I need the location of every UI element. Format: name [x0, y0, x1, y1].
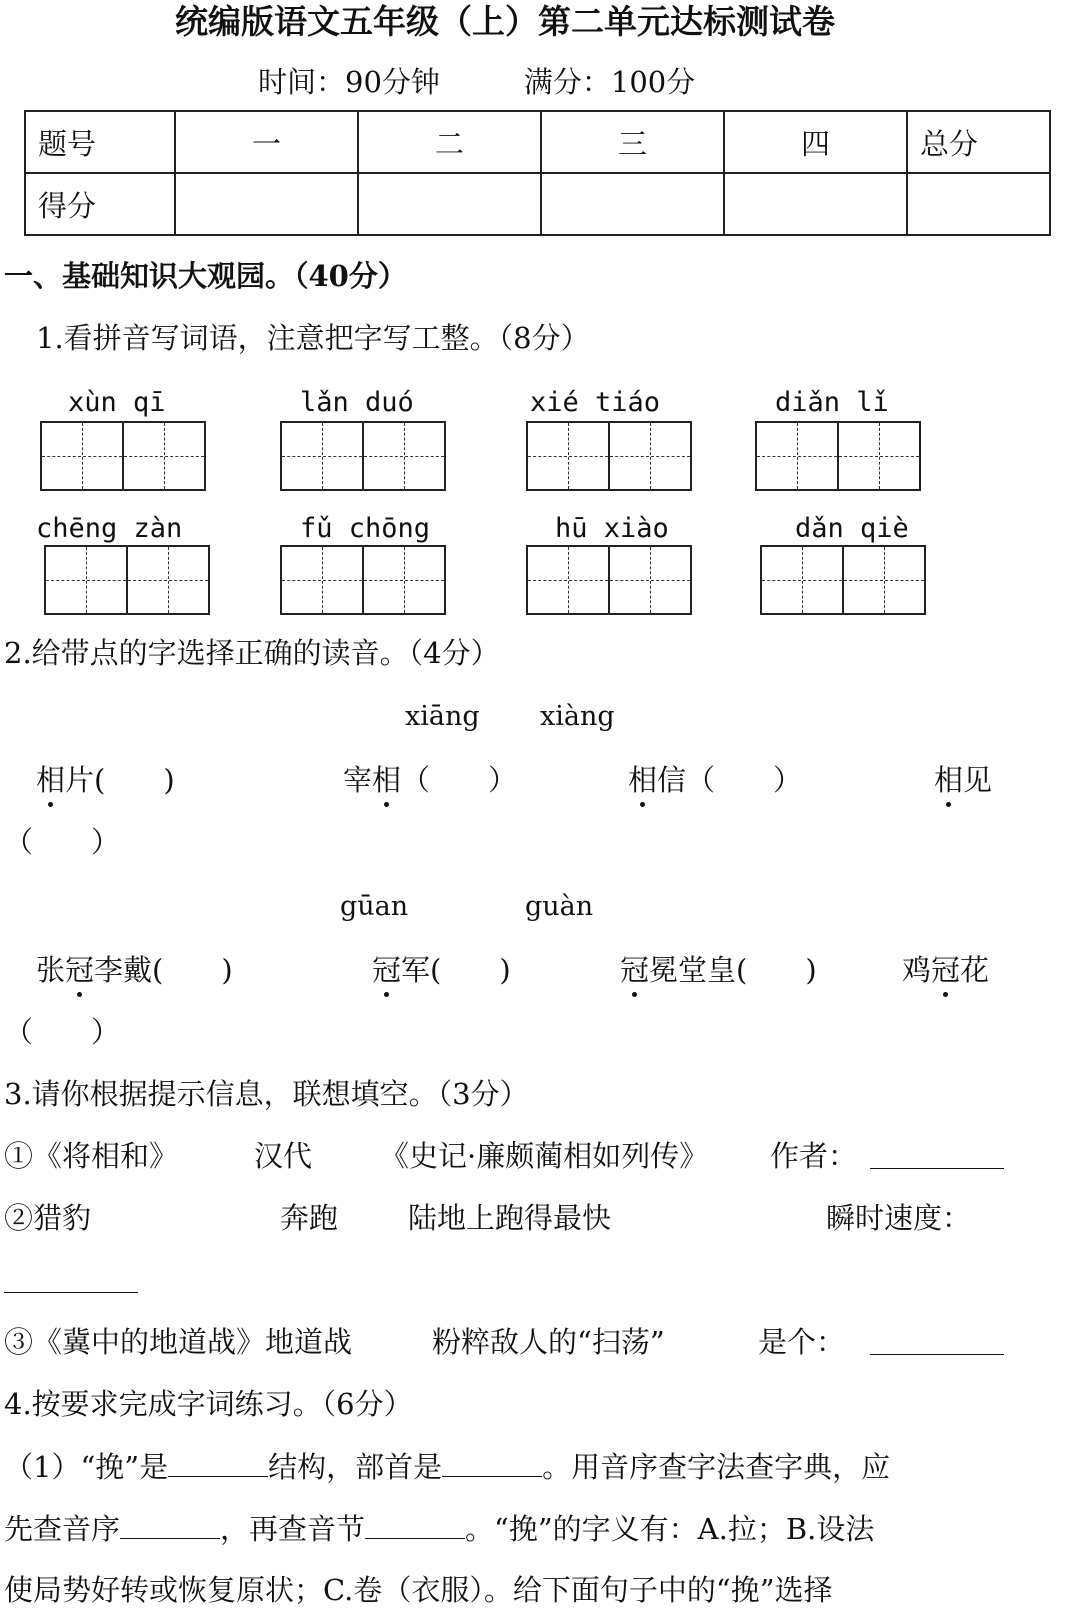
q2-answer-blank[interactable]: 李戴( )	[94, 953, 233, 987]
q2-item-1	[36, 760, 175, 800]
q3-answer-blank-2[interactable]	[4, 1262, 138, 1293]
q2-answer-blank[interactable]: 军( )	[401, 953, 511, 987]
q2-pinyin-option-4: guàn	[525, 891, 594, 922]
q2-pinyin-option-3: gūan	[340, 891, 409, 922]
q3-answer-blank-1[interactable]	[870, 1138, 1004, 1169]
dotted-char: 相	[372, 760, 401, 800]
q2-item-6	[372, 950, 511, 990]
score-input-1[interactable]	[175, 173, 358, 235]
writing-cell[interactable]	[362, 421, 446, 491]
q4-line-1	[4, 1446, 890, 1487]
q2-item-2	[343, 760, 517, 800]
score-input-total[interactable]	[907, 173, 1050, 235]
q1-writing-grid-3	[526, 421, 692, 491]
writing-cell[interactable]	[755, 421, 839, 491]
q1-pinyin-8: dǎn qiè	[795, 513, 909, 544]
writing-cell[interactable]	[126, 545, 210, 615]
score-cell-total: 总分	[907, 111, 1050, 173]
writing-cell[interactable]	[760, 545, 844, 615]
q3-hint-1b: 汉代	[254, 1139, 313, 1173]
q3-prompt: 3.请你根据提示信息，联想填空。（3分）	[4, 1077, 529, 1111]
q1-pinyin-3: xié tiáo	[530, 387, 661, 418]
q2-answer-blank[interactable]: （ ）	[4, 825, 121, 859]
dotted-char: 冠	[372, 950, 401, 990]
q2-pinyin-option-1: xiāng	[405, 701, 480, 732]
q1-writing-grid-1	[40, 421, 206, 491]
q3-hint-2c: 陆地上跑得最快	[408, 1201, 612, 1235]
q4-prompt: 4.按要求完成字词练习。（6分）	[4, 1387, 413, 1421]
q2-item-5	[36, 950, 233, 990]
q2-item-text: 见	[963, 763, 993, 797]
writing-cell[interactable]	[280, 545, 364, 615]
writing-cell[interactable]	[280, 421, 364, 491]
score-input-2[interactable]	[358, 173, 541, 235]
q3-hint-2b: 奔跑	[280, 1201, 339, 1235]
q1-pinyin-7: hū xiào	[555, 513, 669, 544]
q2-item-7	[620, 950, 817, 990]
q3-hint-2a: ②猎豹	[4, 1201, 92, 1235]
dotted-char: 相	[934, 760, 963, 800]
writing-cell[interactable]	[608, 545, 692, 615]
writing-cell[interactable]	[608, 421, 692, 491]
q3-hint-1a: ①《将相和》	[4, 1139, 179, 1173]
q4-radical-blank[interactable]	[442, 1446, 542, 1477]
page-title: 统编版语文五年级（上）第二单元达标测试卷	[175, 2, 835, 41]
q4-text: 。“挽”的字义有：A.拉；B.设法	[465, 1512, 875, 1546]
dotted-char: 冠	[65, 950, 94, 990]
score-cell-1: 一	[175, 111, 358, 173]
q4-text: 结构，部首是	[268, 1450, 443, 1484]
q3-hint-3a: ③《冀中的地道战》地道战	[4, 1325, 353, 1359]
q2-answer-blank[interactable]: （ ）	[401, 763, 518, 797]
q1-pinyin-2: lǎn duó	[300, 387, 414, 418]
writing-cell[interactable]	[526, 545, 610, 615]
writing-cell[interactable]	[842, 545, 926, 615]
q4-line-3: 使局势好转或恢复原状；C.卷（衣服）。给下面句子中的“挽”选择	[4, 1573, 833, 1607]
dotted-char: 冠	[931, 950, 960, 990]
q1-writing-grid-7	[526, 545, 692, 615]
q3-hint-3c: 是个：	[758, 1325, 846, 1359]
q1-pinyin-1: xùn qī	[68, 387, 166, 418]
q4-text: （1）“挽”是	[4, 1450, 169, 1484]
q3-hint-1d: 作者：	[770, 1139, 858, 1173]
q1-writing-grid-8	[760, 545, 926, 615]
exam-full-score: 满分：100分	[523, 65, 696, 99]
q2-answer-blank[interactable]: 冕堂皇( )	[649, 953, 817, 987]
score-table-header-row	[25, 111, 1050, 173]
q3-hint-1c: 《史记·廉颇蔺相如列传》	[380, 1139, 709, 1173]
dotted-char: 相	[628, 760, 657, 800]
q3-answer-blank-3[interactable]	[870, 1324, 1004, 1355]
q3-hint-2d: 瞬时速度：	[826, 1201, 972, 1235]
q4-initial-blank[interactable]	[120, 1508, 220, 1539]
score-cell-2: 二	[358, 111, 541, 173]
q1-prompt: 1.看拼音写词语，注意把字写工整。（8分）	[36, 321, 590, 355]
writing-cell[interactable]	[40, 421, 124, 491]
q2-item-text: 鸡	[902, 953, 932, 987]
q4-text: 。用音序查字法查字典，应	[542, 1450, 891, 1484]
q2-pinyin-option-2: xiàng	[540, 701, 615, 732]
score-table	[24, 110, 1051, 236]
q2-answer-blank[interactable]: 信（ ）	[657, 763, 803, 797]
q2-item-3	[628, 760, 802, 800]
writing-cell[interactable]	[837, 421, 921, 491]
q4-line-2	[4, 1508, 874, 1549]
dotted-char: 冠	[620, 950, 649, 990]
writing-cell[interactable]	[526, 421, 610, 491]
score-cell-3: 三	[541, 111, 724, 173]
q1-writing-grid-4	[755, 421, 921, 491]
exam-meta	[258, 62, 695, 102]
q2-item-text: 花	[960, 953, 990, 987]
q4-structure-blank[interactable]	[168, 1446, 268, 1477]
writing-cell[interactable]	[122, 421, 206, 491]
q2-item-4	[934, 760, 992, 800]
q2-answer-blank[interactable]: （ ）	[4, 1015, 121, 1049]
score-input-3[interactable]	[541, 173, 724, 235]
score-cell-4: 四	[724, 111, 907, 173]
q2-prompt: 2.给带点的字选择正确的读音。（4分）	[4, 636, 500, 670]
q1-writing-grid-6	[280, 545, 446, 615]
q4-text: ，再查音节	[220, 1512, 366, 1546]
q2-item-8	[902, 950, 989, 990]
writing-cell[interactable]	[44, 545, 128, 615]
q2-answer-blank[interactable]: 片( )	[65, 763, 175, 797]
q4-text: 先查音序	[4, 1512, 121, 1546]
q2-item-text: 宰	[343, 763, 373, 797]
q3-hint-3b: 粉粹敌人的“扫荡”	[432, 1325, 665, 1359]
section-1-heading: 一、基础知识大观园。（40分）	[4, 259, 407, 293]
writing-cell[interactable]	[362, 545, 446, 615]
score-input-4[interactable]	[724, 173, 907, 235]
q2-item-text: 张	[36, 953, 66, 987]
q1-writing-grid-5	[44, 545, 210, 615]
exam-time: 时间：90分钟	[258, 65, 440, 99]
score-table-score-row	[25, 173, 1050, 235]
score-row-label: 得分	[25, 173, 175, 235]
q1-pinyin-5: chēng zàn	[36, 513, 183, 544]
score-cell-label: 题号	[25, 111, 175, 173]
q1-pinyin-4: diǎn lǐ	[775, 387, 889, 418]
q1-pinyin-6: fǔ chōng	[300, 513, 431, 544]
q1-writing-grid-2	[280, 421, 446, 491]
dotted-char: 相	[36, 760, 65, 800]
q4-syllable-blank[interactable]	[365, 1508, 465, 1539]
